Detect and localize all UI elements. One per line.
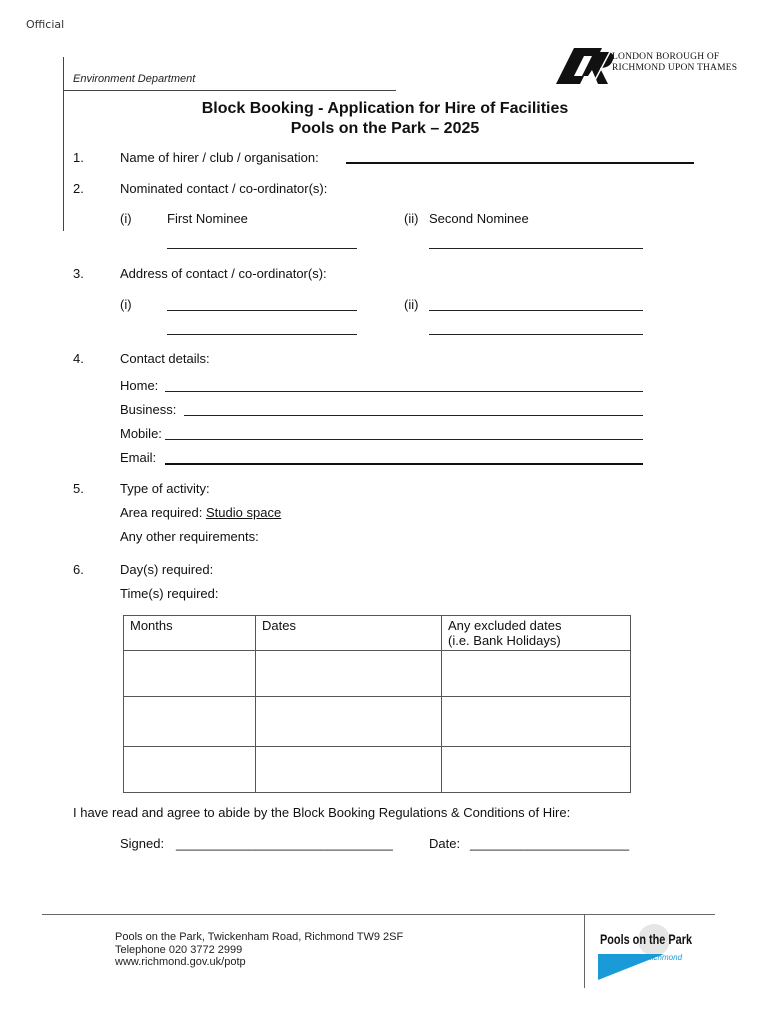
times-required-label: Time(s) required: — [120, 586, 219, 601]
dates-header: Dates — [256, 616, 442, 651]
item-3-number: 3. — [73, 266, 84, 281]
council-name — [612, 52, 737, 74]
pools-logo-text: Pools on the Park — [600, 931, 693, 947]
other-requirements-label: Any other requirements: — [120, 529, 259, 544]
area-required-label: Area required: — [120, 505, 203, 520]
item-4-number: 4. — [73, 351, 84, 366]
date-field[interactable]: ______________________ — [470, 836, 630, 851]
contact-details-label: Contact details: — [120, 351, 210, 366]
business-label: Business: — [120, 402, 177, 417]
days-required-label: Day(s) required: — [120, 562, 214, 577]
first-nominee-label: First Nominee — [167, 211, 248, 226]
mobile-field[interactable] — [165, 439, 643, 440]
address-second-field-line2[interactable] — [429, 334, 643, 335]
excluded-dates-cell[interactable] — [442, 697, 631, 747]
margin-divider — [63, 57, 64, 231]
table-row — [124, 747, 631, 793]
address-first-field-line2[interactable] — [167, 334, 357, 335]
signed-label: Signed: — [120, 836, 165, 851]
signature-field[interactable]: ______________________________ — [176, 836, 393, 851]
hirer-name-label: Name of hirer / club / organisation: — [120, 150, 319, 165]
email-label: Email: — [120, 450, 157, 465]
first-nominee-field[interactable] — [167, 248, 357, 249]
months-cell[interactable] — [124, 747, 256, 793]
table-header-row — [124, 616, 631, 651]
second-nominee-label: Second Nominee — [429, 211, 529, 226]
months-cell[interactable] — [124, 651, 256, 697]
address-first-index: (i) — [120, 297, 132, 312]
form-title: Block Booking - Application for Hire of Facilities — [201, 100, 569, 117]
table-row — [124, 651, 631, 697]
address-second-index: (ii) — [404, 297, 419, 312]
email-field[interactable] — [165, 463, 643, 465]
header-divider — [63, 90, 396, 91]
booking-schedule-table — [123, 615, 631, 793]
dates-cell[interactable] — [256, 747, 442, 793]
home-label: Home: — [120, 378, 159, 393]
nominated-contact-label: Nominated contact / co-ordinator(s): — [120, 181, 328, 196]
footer-website[interactable]: www.richmond.gov.uk/potp — [115, 956, 246, 968]
excluded-dates-header-line1: Any excluded dates — [448, 618, 562, 633]
footer-divider — [42, 914, 715, 915]
second-nominee-field[interactable] — [429, 248, 643, 249]
first-nominee-index: (i) — [120, 211, 132, 226]
council-name-line1: LONDON BOROUGH OF — [612, 52, 720, 62]
item-6-number: 6. — [73, 562, 84, 577]
table-row — [124, 697, 631, 747]
area-required-value[interactable]: Studio space — [206, 505, 282, 520]
area-required — [120, 505, 281, 520]
dates-cell[interactable] — [256, 697, 442, 747]
business-field[interactable] — [184, 415, 643, 416]
dates-cell[interactable] — [256, 651, 442, 697]
excluded-dates-header — [442, 616, 631, 651]
excluded-dates-cell[interactable] — [442, 651, 631, 697]
mobile-label: Mobile: — [120, 426, 162, 441]
item-2-number: 2. — [73, 181, 84, 196]
home-field[interactable] — [165, 391, 643, 392]
hirer-name-field[interactable] — [346, 162, 694, 164]
department-label: Environment Department — [73, 73, 196, 85]
pools-on-the-park-logo-icon — [596, 920, 700, 984]
footer-address: Pools on the Park, Twickenham Road, Richmond TW9 2SF — [115, 931, 404, 943]
item-1-number: 1. — [73, 150, 84, 165]
item-5-number: 5. — [73, 481, 84, 496]
classification-label: Official — [26, 18, 65, 31]
excluded-dates-cell[interactable] — [442, 747, 631, 793]
footer-vertical-divider — [584, 914, 585, 988]
form-subtitle: Pools on the Park – 2025 — [290, 120, 480, 137]
council-name-line2: RICHMOND UPON THAMES — [612, 63, 738, 73]
footer-contact — [115, 931, 403, 969]
address-second-field-line1[interactable] — [429, 310, 643, 311]
address-first-field-line1[interactable] — [167, 310, 357, 311]
months-cell[interactable] — [124, 697, 256, 747]
footer-telephone: Telephone 020 3772 2999 — [115, 943, 243, 956]
months-header: Months — [124, 616, 256, 651]
agreement-statement: I have read and agree to abide by the Block Booking Regulations & Conditions of Hire: — [73, 805, 571, 820]
date-label: Date: — [429, 836, 461, 851]
second-nominee-index: (ii) — [404, 211, 419, 226]
activity-type-label: Type of activity: — [120, 481, 210, 496]
pools-logo-subtext: Richmond — [646, 953, 683, 962]
excluded-dates-header-line2: (i.e. Bank Holidays) — [448, 633, 561, 648]
address-label: Address of contact / co-ordinator(s): — [120, 266, 327, 281]
